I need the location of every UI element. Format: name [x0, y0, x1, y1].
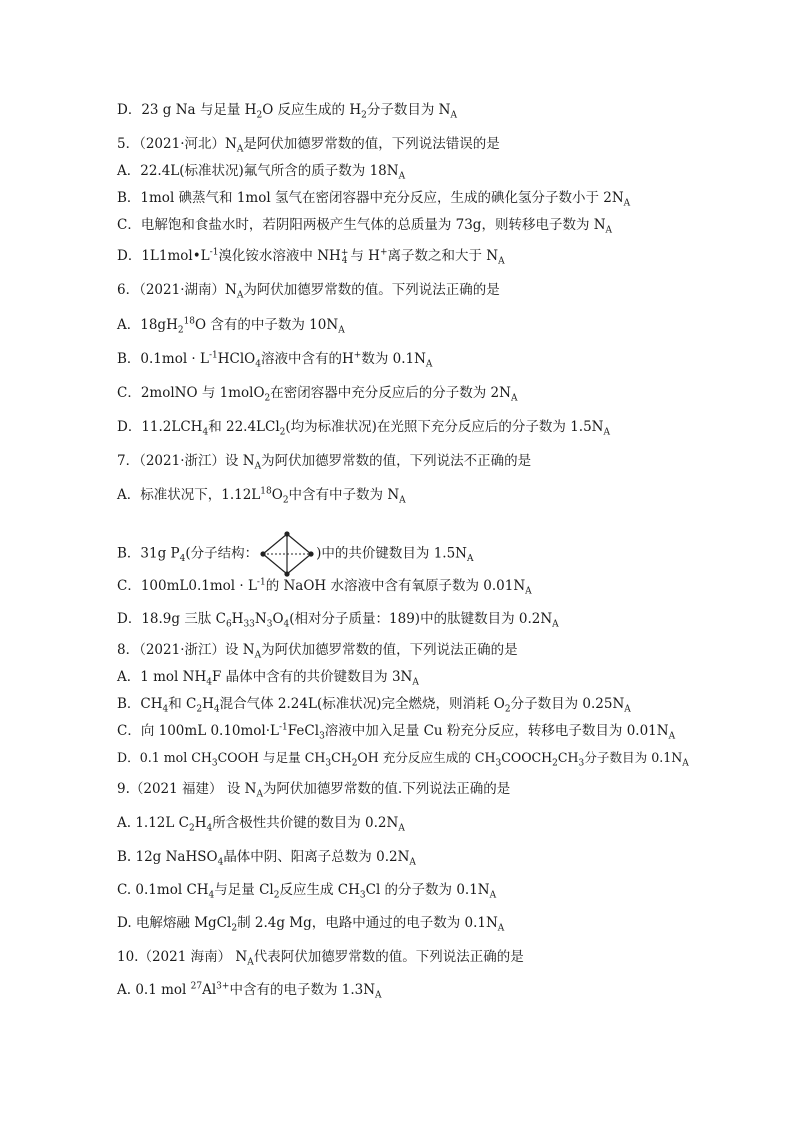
q8-option-b: B．$CH_4$和 $C_2H_4$混合气体 2.24L(标准状况)完全燃烧，则消耗 $O_2$分子数目为 $0.25N_A$ [117, 696, 631, 715]
q9-option-a: A. 1.12L $C_2H_4$所含极性共价键的数目为 $0.2N_A$ [117, 815, 405, 834]
q6-option-b: B．$0.1mol \cdot L^{-1}HClO_4$溶液中含有的H+数为 $0.1N_A$ [117, 350, 433, 370]
q9-option-b: B. 12g NaHSO$_4$晶体中阴、阳离子总数为 $0.2N_A$ [117, 849, 416, 868]
q7-option-d: D．18.9g 三肽 $C_6H_{33}N_3O_4$(相对分子质量：189)中的肽键数目为 $0.2N_A$ [117, 611, 559, 630]
q7-option-c: C．$100mL0.1mol \cdot L^{-1}$的 NaOH 水溶液中含有氧原子数为 $0.01N_A$ [117, 577, 532, 597]
q6-option-d: D．$11.2LCH_4$和 22.4LCl$_2$(均为标准状况)在光照下充分反应后的分子数为 $1.5N_A$ [117, 419, 610, 438]
q6-stem: 6．（2021·湖南）$N_A$为阿伏加德罗常数的值。下列说法正确的是 [117, 282, 500, 301]
q7-option-a: A．标准状况下，$1.12L^{18}O_2$中含有中子数为 $N_A$ [117, 486, 406, 506]
q5-option-d: D．$1L1mol•L^{-1}$溴化铵水溶液中 NH + 4 与 H+离子数之和大于 $N_A$ [117, 247, 505, 267]
q8-option-d: D．0.1 mol $CH_3COOH$ 与足量 $CH_3CH_2OH$ 充分反应生成的 $CH_3COOCH_2CH_3$分子数目为 $0.1N_A$ [117, 750, 689, 769]
q5-option-c: C．电解饱和食盐水时，若阴阳两极产生气体的总质量为 73g，则转移电子数为 $N_A$ [117, 217, 613, 236]
q10-option-a: A. 0.1 mol $^{27}Al^{3+}$中含有的电子数为 $1.3N_A$ [117, 981, 382, 1001]
q5-option-b: B．1mol 碘蒸气和 1mol 氢气在密闭容器中充分反应，生成的碘化氢分子数小于 $2N_A$ [117, 190, 631, 209]
q9-stem: 9.（2021 福建） 设 $N_A$为阿伏加德罗常数的值.下列说法正确的是 [117, 781, 511, 800]
q10-stem: 10.（2021 海南） $N_A$代表阿伏加德罗常数的值。下列说法正确的是 [117, 949, 524, 968]
q7-stem: 7．（2021·浙江）设 $N_A$为阿伏加德罗常数的值，下列说法不正确的是 [117, 453, 532, 472]
q8-stem: 8．（2021·浙江）设 $N_A$为阿伏加德罗常数的值，下列说法正确的是 [117, 642, 518, 661]
q5-option-a: A．22.4L(标准状况)氟气所含的质子数为 $18N_A$ [117, 163, 406, 182]
q5-stem: 5．（2021·河北）$N_A$是阿伏加德罗常数的值，下列说法错误的是 [117, 136, 500, 155]
q4-option-d: D．23 g Na 与足量 $H_2O$ 反应生成的 $H_2$分子数目为 $N_A$ [117, 102, 457, 121]
q6-option-c: C．2molNO 与 1molO$_2$在密闭容器中充分反应后的分子数为 $2N_A$ [117, 385, 518, 404]
q8-option-a: A．1 mol $NH_4F$ 晶体中含有的共价键数目为 $3N_A$ [117, 669, 419, 688]
q9-option-d: D. 电解熔融 MgCl$_2$制 2.4g Mg，电路中通过的电子数为 $0.1N_A$ [117, 915, 505, 934]
q9-option-c: C. 0.1mol $CH_4$与足量 $Cl_2$反应生成 $CH_3Cl$ 的分子数为 $0.1N_A$ [117, 882, 497, 901]
q8-option-c: C．向 100mL $0.10mol\cdot L^{-1}FeCl_3$溶液中加入足量 Cu 粉充分反应，转移电子数目为 $0.01N_A$ [117, 722, 676, 742]
q6-option-a: A．$18gH_2^{18}O$ 含有的中子数为 $10N_A$ [117, 316, 345, 336]
p4-molecule-structure-diagram [258, 530, 316, 578]
q7-option-b: B．31g $P_4$(分子结构： )中的共价键数目为 $1.5N_A$ [117, 530, 774, 578]
